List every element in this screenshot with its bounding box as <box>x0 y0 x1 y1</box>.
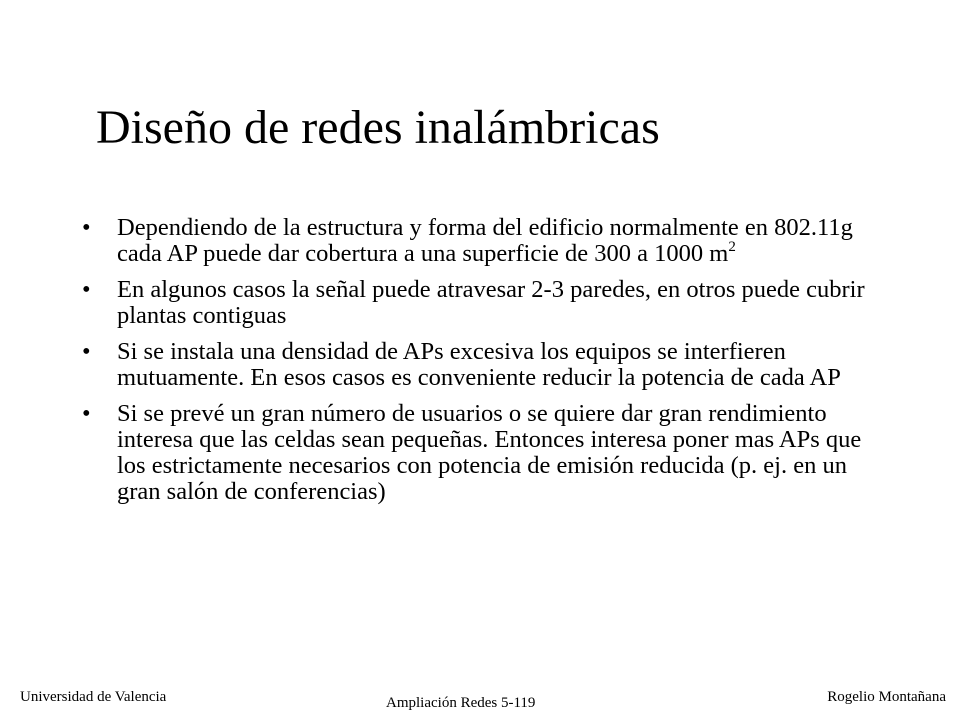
bullet-list <box>82 215 882 515</box>
bullet-item-density <box>82 339 882 391</box>
bullet-text: En algunos casos la señal puede atravesar 2-3 paredes, en otros puede cubrir plantas contiguas <box>117 276 865 329</box>
bullet-icon: • <box>82 400 91 427</box>
slide-title: Diseño de redes inalámbricas <box>96 101 660 154</box>
bullet-text: Si se instala una densidad de APs excesiva los equipos se interfieren mutuamente. En esos casos es conveniente reducir la potencia de cada AP <box>117 338 841 391</box>
bullet-icon: • <box>82 276 91 303</box>
bullet-text: Si se prevé un gran número de usuarios o se quiere dar gran rendimiento interesa que las celdas sean pequeñas. Entonces interesa poner mas APs que los estrictamente necesarios con potencia de emisión reducida (p. ej. en un gran salón de conferencias) <box>117 400 862 505</box>
bullet-text <box>117 215 882 267</box>
bullet-item-walls <box>82 277 882 329</box>
bullet-text-body: Dependiendo de la estructura y forma del edificio normalmente en 802.11g cada AP puede dar cobertura a una superficie de 300 a 1000 m <box>117 214 853 267</box>
bullet-icon: • <box>82 338 91 365</box>
bullet-icon: • <box>82 214 91 241</box>
bullet-item-users <box>82 401 882 505</box>
footer-author: Rogelio Montañana <box>827 689 946 705</box>
bullet-item-coverage <box>82 215 882 267</box>
footer-university: Universidad de Valencia <box>20 689 167 705</box>
superscript: 2 <box>728 239 736 255</box>
footer-course-page: Ampliación Redes 5-119 <box>386 695 536 711</box>
